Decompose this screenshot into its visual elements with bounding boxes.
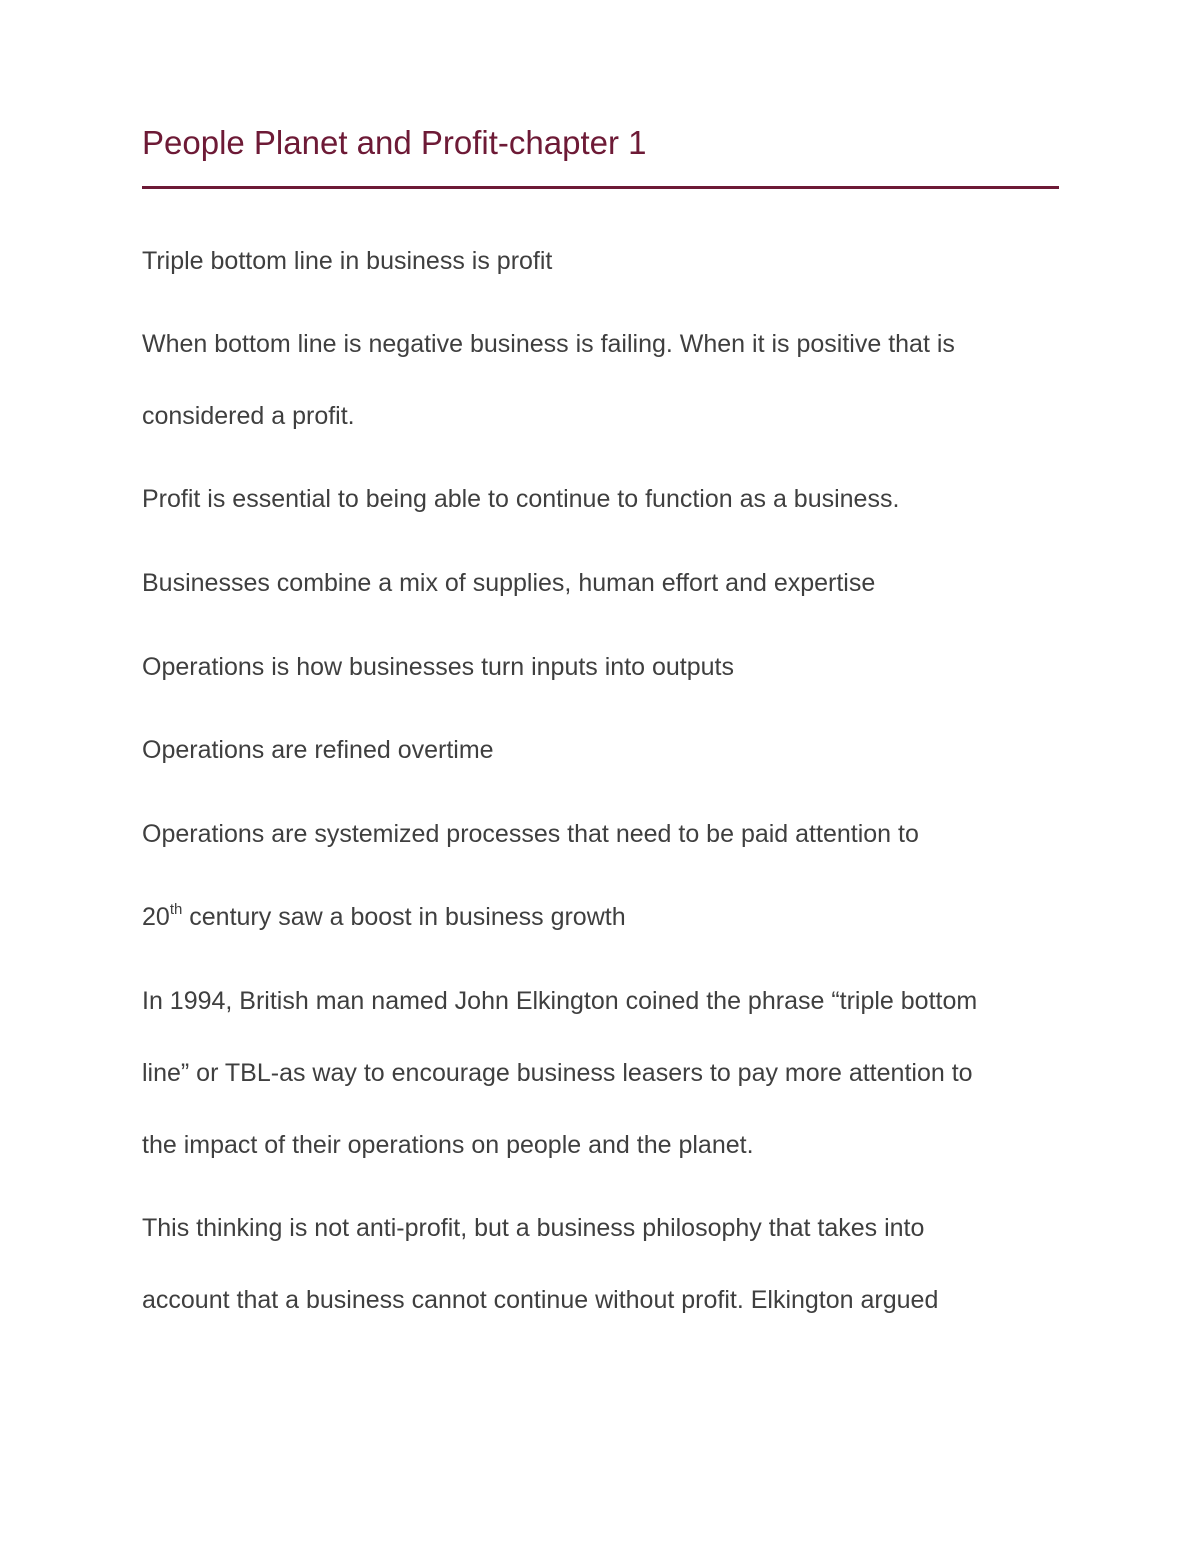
- body-line-3: considered a profit.: [142, 402, 355, 430]
- body-line-5: Businesses combine a mix of supplies, human effort and expertise: [142, 569, 876, 597]
- body-line-13: This thinking is not anti-profit, but a business philosophy that takes into: [142, 1214, 925, 1242]
- body-line-11: line” or TBL-as way to encourage business leasers to pay more attention to: [142, 1059, 973, 1087]
- body-line-14: account that a business cannot continue without profit. Elkington argued: [142, 1286, 939, 1314]
- document-title: People Planet and Profit-chapter 1: [142, 124, 647, 161]
- body-line-7: Operations are refined overtime: [142, 736, 494, 764]
- body-line-4: Profit is essential to being able to continue to function as a business.: [142, 485, 900, 513]
- body-line-9: [142, 900, 626, 934]
- century-text: century saw a boost in business growth: [182, 903, 626, 931]
- body-line-1: Triple bottom line in business is profit: [142, 247, 553, 275]
- body-line-6: Operations is how businesses turn inputs into outputs: [142, 653, 735, 681]
- body-line-10: In 1994, British man named John Elkington coined the phrase “triple bottom: [142, 987, 978, 1015]
- body-line-12: the impact of their operations on people and the planet.: [142, 1131, 754, 1159]
- century-number: 20: [142, 903, 170, 931]
- body-line-8: Operations are systemized processes that need to be paid attention to: [142, 820, 919, 848]
- title-underline: [142, 186, 1059, 189]
- ordinal-superscript: th: [169, 900, 183, 918]
- body-line-2: When bottom line is negative business is failing. When it is positive that is: [142, 330, 955, 358]
